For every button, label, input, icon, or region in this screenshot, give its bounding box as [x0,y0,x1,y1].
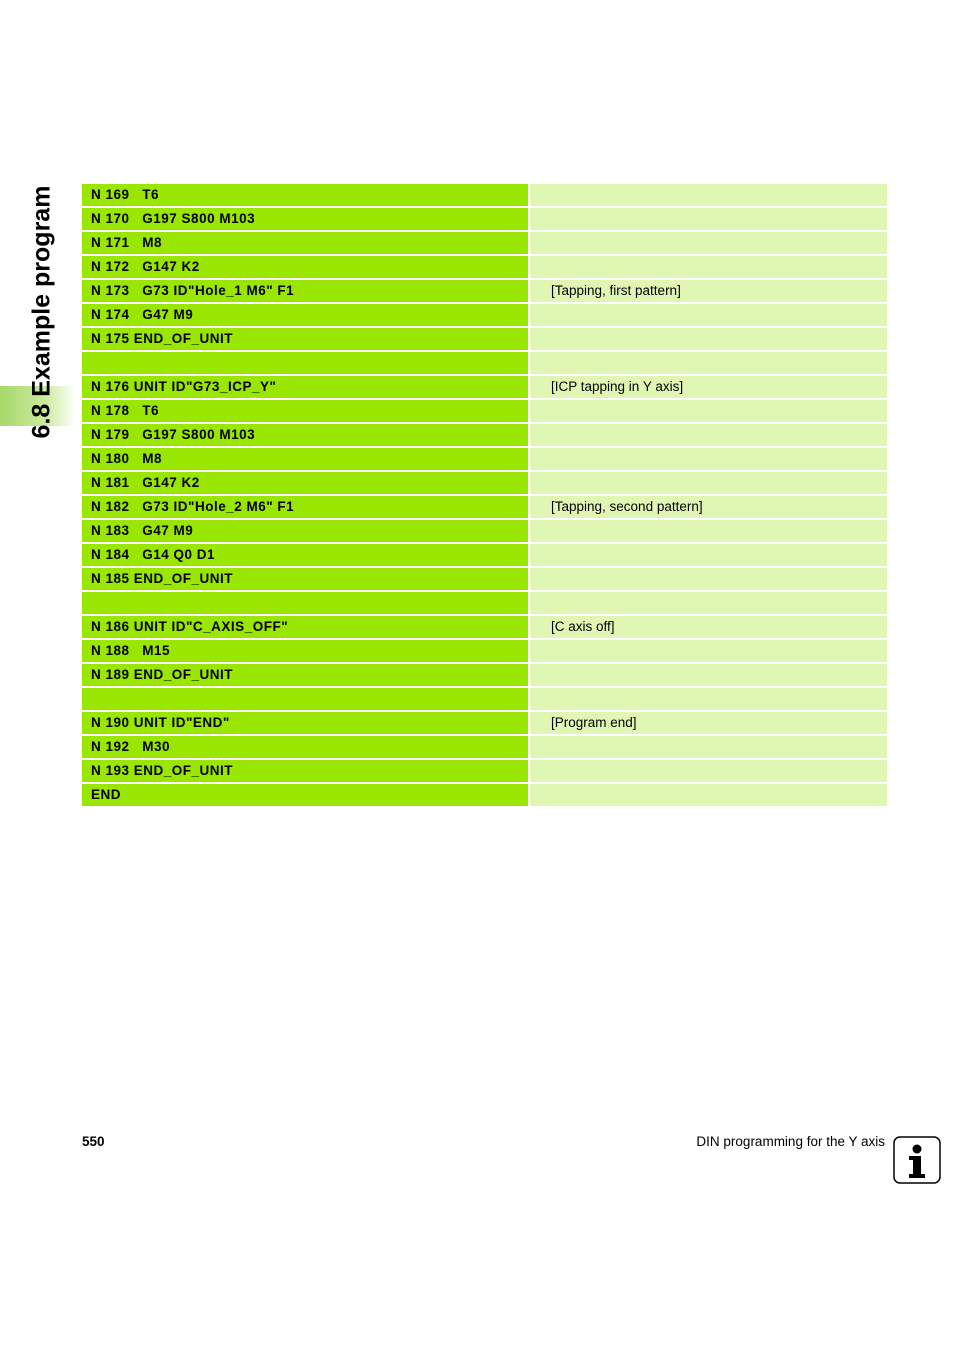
comment-cell: [C axis off] [530,616,887,638]
comment-cell [530,256,887,278]
code-cell: N 188 M15 [82,640,528,662]
code-cell: N 192 M30 [82,736,528,758]
table-row [82,352,887,374]
comment-cell [530,208,887,230]
comment-cell [530,232,887,254]
table-row [82,280,887,302]
table-row [82,304,887,326]
code-cell: N 182 G73 ID"Hole_2 M6" F1 [82,496,528,518]
comment-cell [530,568,887,590]
comment-cell [530,544,887,566]
code-cell: N 171 M8 [82,232,528,254]
code-cell: N 173 G73 ID"Hole_1 M6" F1 [82,280,528,302]
code-cell: N 174 G47 M9 [82,304,528,326]
comment-cell [530,688,887,710]
code-cell: N 172 G147 K2 [82,256,528,278]
comment-cell [530,784,887,806]
comment-cell [530,400,887,422]
section-title: 6.8 Example program [27,185,56,439]
code-cell: N 184 G14 Q0 D1 [82,544,528,566]
code-cell [82,352,528,374]
comment-cell [530,304,887,326]
page-number: 550 [82,1134,105,1149]
table-row [82,616,887,638]
comment-cell [530,352,887,374]
comment-cell [530,184,887,206]
comment-cell: [Tapping, second pattern] [530,496,887,518]
code-cell: N 179 G197 S800 M103 [82,424,528,446]
table-row [82,712,887,734]
comment-cell [530,736,887,758]
code-cell: N 185 END_OF_UNIT [82,568,528,590]
chapter-title: DIN programming for the Y axis [696,1134,885,1149]
code-cell: N 175 END_OF_UNIT [82,328,528,350]
code-cell: N 183 G47 M9 [82,520,528,542]
comment-cell: [Program end] [530,712,887,734]
code-cell: N 180 M8 [82,448,528,470]
table-row [82,760,887,782]
code-cell: END [82,784,528,806]
comment-cell [530,760,887,782]
code-cell: N 169 T6 [82,184,528,206]
comment-cell [530,592,887,614]
table-row [82,448,887,470]
table-row [82,424,887,446]
table-row [82,784,887,806]
comment-cell [530,640,887,662]
code-cell: N 176 UNIT ID"G73_ICP_Y" [82,376,528,398]
table-row [82,520,887,542]
table-row [82,544,887,566]
code-cell: N 170 G197 S800 M103 [82,208,528,230]
comment-cell: [Tapping, first pattern] [530,280,887,302]
table-row [82,328,887,350]
table-row [82,640,887,662]
code-cell [82,688,528,710]
table-row [82,400,887,422]
table-row [82,496,887,518]
comment-cell [530,520,887,542]
comment-cell: [ICP tapping in Y axis] [530,376,887,398]
table-row [82,664,887,686]
table-row [82,568,887,590]
code-cell: N 178 T6 [82,400,528,422]
code-cell: N 190 UNIT ID"END" [82,712,528,734]
comment-cell [530,448,887,470]
comment-cell [530,328,887,350]
code-cell: N 189 END_OF_UNIT [82,664,528,686]
table-row [82,208,887,230]
table-row [82,592,887,614]
program-listing-table [82,184,887,808]
code-cell: N 181 G147 K2 [82,472,528,494]
code-cell: N 186 UNIT ID"C_AXIS_OFF" [82,616,528,638]
table-row [82,184,887,206]
comment-cell [530,472,887,494]
table-row [82,376,887,398]
code-cell: N 193 END_OF_UNIT [82,760,528,782]
comment-cell [530,664,887,686]
table-row [82,472,887,494]
comment-cell [530,424,887,446]
table-row [82,232,887,254]
table-row [82,256,887,278]
code-cell [82,592,528,614]
info-icon [893,1136,941,1184]
table-row [82,688,887,710]
table-row [82,736,887,758]
